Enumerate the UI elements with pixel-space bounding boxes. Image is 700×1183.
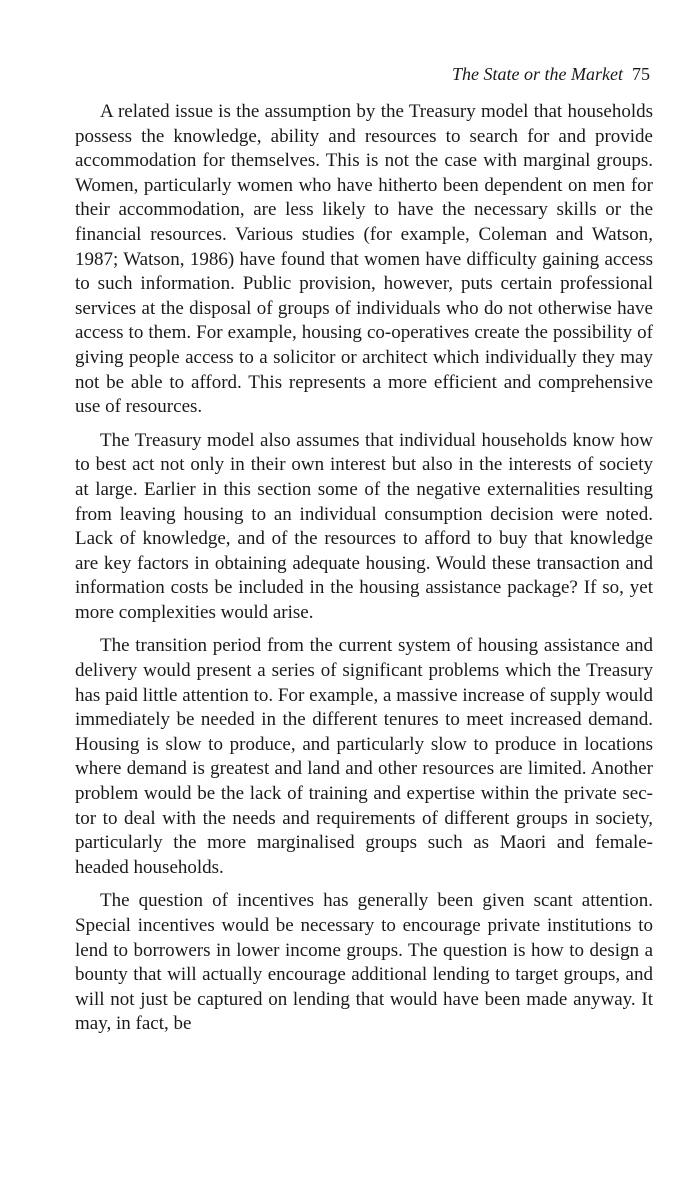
- paragraph-4: The question of incentives has generally been given scant attention. Special incentives would be necessary to encourage private institutions to lend to borrowers in lower income groups. The question is how to design a bounty that will actually encourage additional lending to target groups, and will not just be captured on lending that would have been made anyway. It may, in fact, be: [75, 890, 653, 1035]
- paragraph-1: A related issue is the assumption by the Treasury model that households possess the knowledge, ability and resources to search for and provide accommodation for themselves. This is not the case with marginal groups. Women, particularly women who have hitherto been dependent on men for their accommodation, are less likely to have the necessary skills or the financial resources. Various studies (for example, Coleman and Watson, 1987; Watson, 1986) have found that women have difficulty gaining access to such information. Public provision, however, puts certain professional services at the disposal of groups of individuals who do not otherwise have access to them. For example, housing co-operatives create the possibility of giving people access to a solicitor or architect which individually they may not be able to afford. This represents a more efficient and comprehensive use of resources.: [75, 101, 653, 418]
- paragraph-3: The transition period from the current system of housing assistance and delivery would present a series of significant problems which the Treasury has paid little attention to. For example, a massive increase of supply would immediately be needed in the different tenures to meet increased demand. Housing is slow to produce, and particularly slow to produce in locations where demand is greatest and land and other resources are limited. Another problem would be the lack of training and expertise within the private sector to deal with the needs and requirements of different groups in society, particularly the more marginalised groups such as Maori and female-headed households.: [75, 635, 653, 878]
- running-header: [452, 62, 650, 86]
- running-title: The State or the Market: [452, 64, 623, 84]
- paragraph-2: The Treasury model also assumes that individual households know how to best act not only in their own interest but also in the interests of society at large. Earlier in this section some of the negative externalities resulting from leaving housing to an individual consumption decision were noted. Lack of knowledge, and of the resources to afford to buy that knowledge are key factors in obtaining adequate housing. Would these transaction and information costs be included in the housing assistance package? If so, yet more complexities would arise.: [75, 429, 653, 623]
- body-text: [75, 100, 653, 1046]
- page-number: 75: [632, 64, 650, 84]
